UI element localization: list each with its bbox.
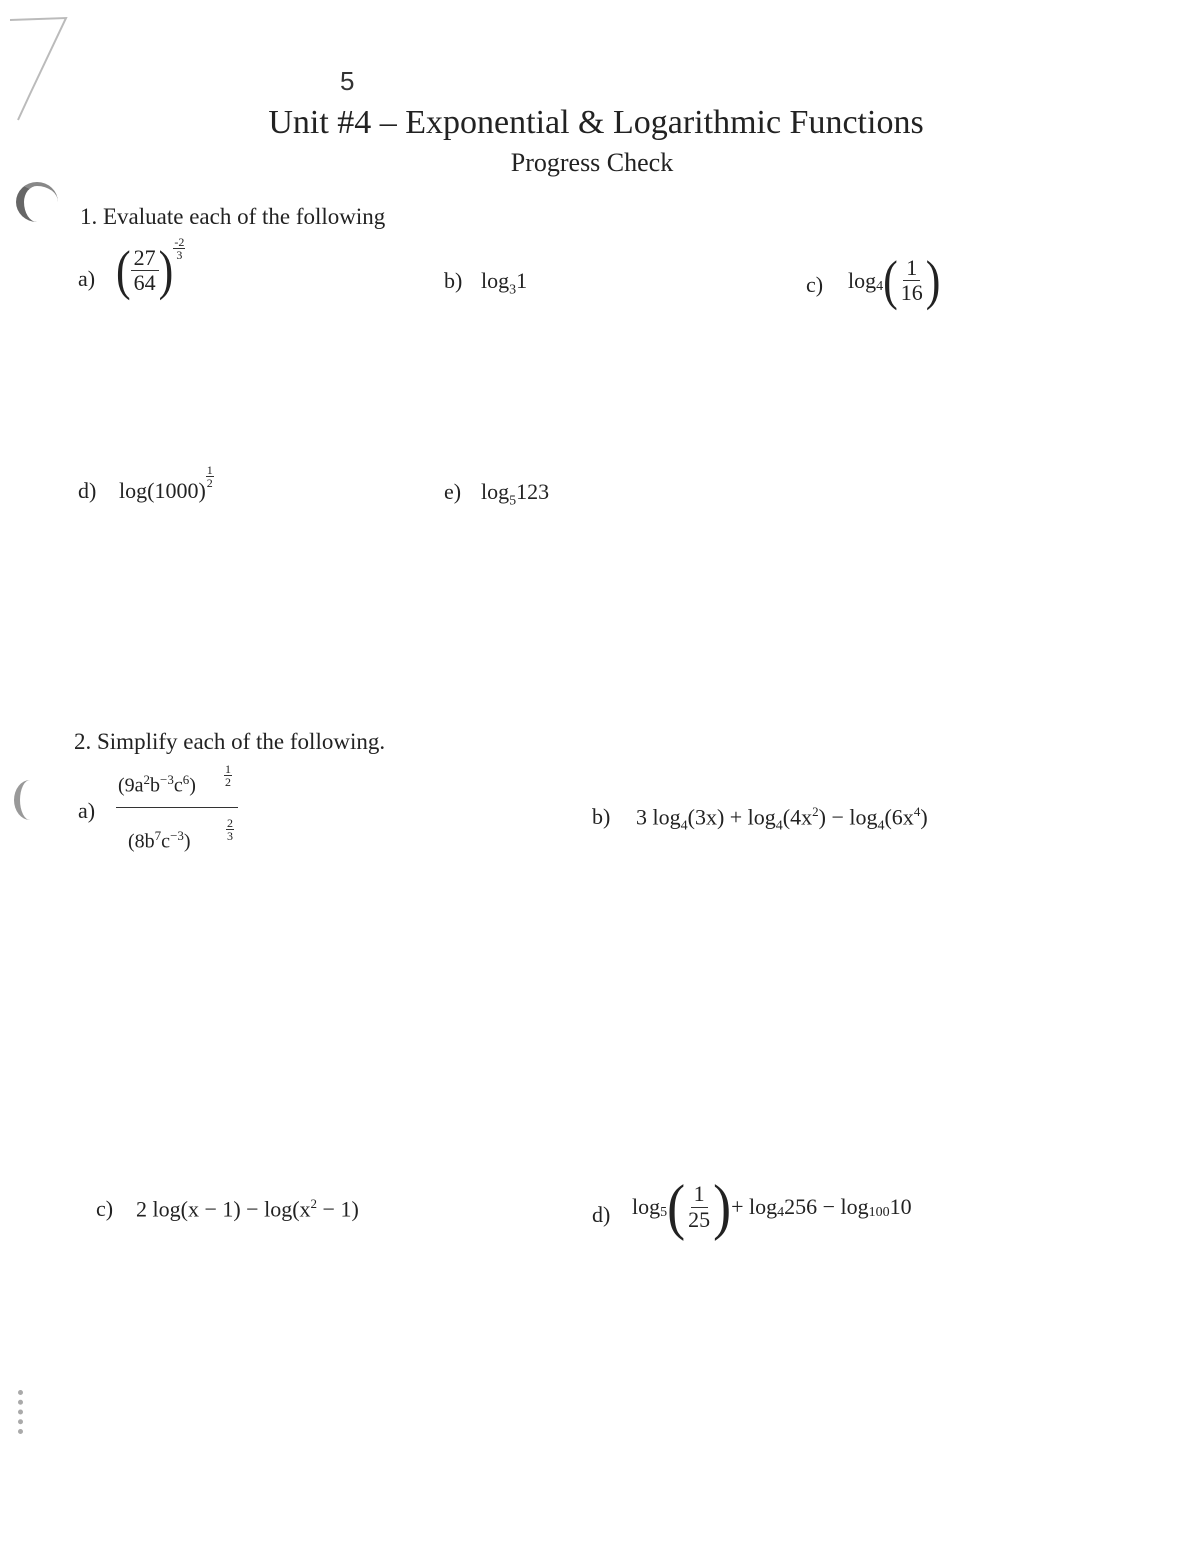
q1a-fraction [131, 246, 159, 295]
q2b-expression: 3 $\log_4(3x) + \log_4(4x^2) - \log_4(6x^4)$ [636, 804, 928, 834]
hole-punch-mark-top [16, 182, 58, 222]
q2d-paren-open: ( [667, 1172, 686, 1242]
q2a-label: a) [78, 798, 96, 823]
q2a-denominator: $(8b^7c^{-3})$ [128, 828, 191, 853]
q1b-label: b) [444, 268, 463, 293]
q1c-expression: log $_4$ ( $\frac{1}{16}$ ) [848, 249, 941, 311]
q1a-exponent: $\frac{-2}{3}$ [174, 235, 185, 263]
q1a-expression [116, 235, 185, 301]
page-number: 5 [340, 66, 355, 96]
page-title: Unit #4 – Exponential & Logarithmic Functions [268, 104, 924, 141]
hole-punch-mark-middle [14, 780, 46, 820]
q1a-paren-open: ( [116, 239, 131, 301]
q1c-paren-open: ( [883, 249, 898, 311]
q1a-paren-close: ) [158, 239, 174, 301]
q1d-expression: log(1000) $\frac{1}{2}$ [119, 462, 213, 503]
q2b-label: b) [592, 804, 611, 829]
q1a-label: a) [78, 266, 96, 291]
q2d-paren-close: ) [713, 1172, 732, 1242]
page-subtitle: Progress Check [510, 148, 674, 177]
q1e-expression: $\log_5123$ [481, 479, 550, 509]
q2a-numerator-exponent: $\frac{1}{2}$ [225, 762, 231, 789]
question-2-heading: 2. Simplify each of the following. [74, 729, 386, 754]
q2a-fraction-bar [116, 807, 238, 808]
q1a-numerator: 27 [131, 246, 159, 271]
q1e-label: e) [444, 479, 462, 504]
q2c-expression: 2 $\log(x - 1) - \log(x^2 - 1)$ [136, 1196, 359, 1222]
q1d-exponent: $\frac{1}{2}$ [206, 462, 213, 490]
hole-punch-mark-bottom [18, 1390, 37, 1434]
q2c-label: c) [96, 1196, 114, 1221]
q1c-fraction: $\frac{1}{16}$ [900, 255, 923, 306]
q2a-numerator: $(9a^2b^{-3}c^6)$ [118, 772, 196, 797]
q2a-expression [116, 760, 240, 862]
q1d-label: d) [78, 478, 97, 503]
q2d-expression: log $_5$ ( $\frac{1}{25}$ ) + log $_4$ 256 − log $_{100}$ 10 [632, 1172, 912, 1242]
q2d-fraction: $\frac{1}{25}$ [688, 1181, 711, 1232]
question-1-heading: 1. Evaluate each of the following [80, 204, 386, 229]
q2d-label: d) [592, 1202, 611, 1227]
q1b-expression: $\log_31$ [481, 268, 528, 298]
q1c-label: c) [806, 272, 824, 297]
q1a-denominator: 64 [133, 270, 156, 296]
q1c-paren-close: ) [925, 249, 941, 311]
q2a-denominator-exponent: $\frac{2}{3}$ [227, 816, 233, 843]
